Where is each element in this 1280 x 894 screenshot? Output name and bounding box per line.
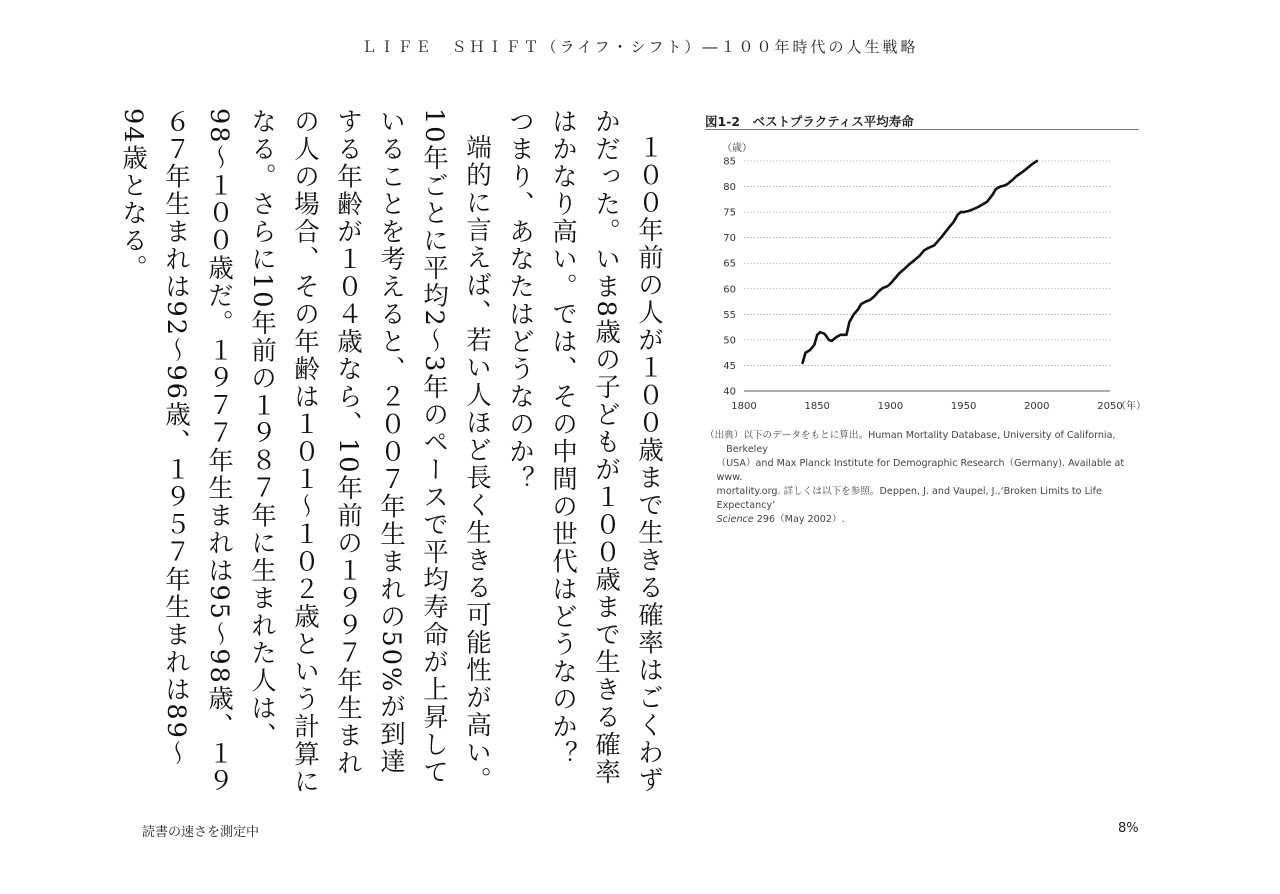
series-line-0 — [803, 161, 1037, 363]
progress-percent: 8% — [1118, 821, 1139, 836]
figure-source — [705, 429, 1145, 527]
life-expectancy-chart — [700, 134, 1146, 419]
figure-title-rule — [705, 129, 1139, 130]
x-tick-label-2000: 2000 — [1024, 401, 1050, 412]
y-tick-label-70: 70 — [723, 233, 736, 245]
y-tick-label-85: 85 — [723, 156, 736, 168]
body-text — [118, 108, 670, 798]
y-tick-label-60: 60 — [723, 284, 736, 296]
y-tick-label-50: 50 — [723, 335, 736, 347]
reading-speed-status: 読書の速さを測定中 — [142, 825, 260, 840]
book-title: ＬＩＦＥ ＳＨＩＦＴ（ライフ・シフト）―１００年時代の人生戦略 — [361, 38, 919, 56]
y-tick-label-45: 45 — [723, 360, 736, 372]
y-tick-label-40: 40 — [723, 386, 736, 398]
y-tick-label-55: 55 — [723, 309, 736, 321]
x-tick-label-1900: 1900 — [877, 401, 904, 412]
x-tick-label-1950: 1950 — [950, 401, 977, 412]
source-line-2: （USA）and Max Planck Institute for Demographic Research（Germany). Available at www. — [716, 458, 1125, 483]
source-line-1: （出典）以下のデータをもとに算出。Human Mortality Database, University of California, Berkeley — [705, 430, 1116, 455]
source-journal: Science — [716, 514, 754, 525]
y-tick-label-65: 65 — [723, 258, 736, 270]
x-tick-label-1850: 1850 — [804, 401, 830, 412]
y-tick-label-80: 80 — [723, 182, 736, 194]
y-unit-label: （歳） — [722, 143, 752, 154]
figure-title: 図1-2 ベストプラクティス平均寿命 — [705, 114, 914, 129]
body-paragraph-2: 端的に言えば、若い人ほど長く生きる可能性が高い。10年ごとに平均2〜3年のペースで平均寿命が上昇していることを考えると、２００７年生まれの50%が到達する年齢が１０４歳なら、10年前の１９９７年生まれの人の場合、その年齢は１０１〜１０２歳という計算になる。さらに10年前の１９８７年に生まれた人は、98〜１００歳だ。１９７７年生まれは95〜98歳、１９６７年生まれは92〜96歳、１９５７年生まれは89〜94歳となる。 — [118, 108, 492, 796]
y-tick-label-75: 75 — [723, 207, 736, 219]
x-unit-label: （年） — [1116, 401, 1146, 412]
source-volume: 296（May 2002）. — [753, 514, 845, 525]
source-line-4 — [705, 513, 1145, 527]
source-line-3: mortality.org. 詳しくは以下を参照。Deppen, J. and Vaupel, J.,‘Broken Limits to Life Expectancy’ — [716, 486, 1102, 511]
body-paragraph-1: １００年前の人が１００歳まで生きる確率はごくわずかだった。いま8歳の子どもが１００歳まで生きる確率はかなり高い。では、その中間の世代はどうなのか？ つまり、あなたはどうなのか？ — [505, 108, 664, 796]
x-tick-label-2050: 2050 — [1097, 401, 1123, 412]
x-tick-label-1800: 1800 — [731, 401, 757, 412]
